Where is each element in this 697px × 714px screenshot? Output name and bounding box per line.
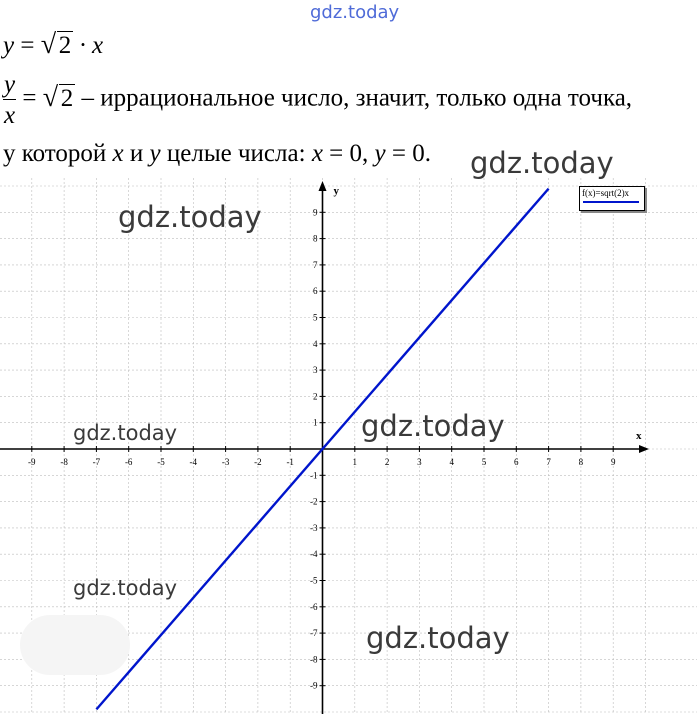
y-tick-label: 3 bbox=[313, 365, 318, 376]
y-axis-label: y bbox=[333, 185, 339, 197]
x-tick-label: 8 bbox=[578, 457, 584, 467]
y-tick-label: -3 bbox=[310, 522, 318, 533]
watermark-top: gdz.today bbox=[310, 2, 400, 23]
legend-label: f(x)=sqrt(2)x bbox=[582, 188, 630, 198]
text-part-b: и bbox=[129, 140, 144, 167]
formula-line-1 bbox=[3, 32, 103, 60]
times-x: · x bbox=[79, 32, 104, 59]
x-tick-label: 7 bbox=[546, 457, 551, 467]
text-part-c: целые числа: bbox=[166, 140, 306, 167]
y-tick-label: 2 bbox=[313, 391, 318, 402]
x-tick-label: 4 bbox=[449, 457, 454, 467]
x-axis-arrow bbox=[639, 445, 649, 453]
x-tick-label: 3 bbox=[417, 457, 422, 467]
radicand: 2 bbox=[60, 84, 74, 112]
watermark: gdz.today bbox=[361, 409, 505, 443]
y-tick-label: 9 bbox=[313, 207, 318, 218]
legend-swatch bbox=[583, 201, 639, 203]
y-tick-label: -5 bbox=[310, 575, 318, 586]
y-tick-label: 5 bbox=[313, 312, 318, 323]
x-tick-label: 9 bbox=[610, 457, 616, 467]
var-x-2: x bbox=[311, 140, 323, 167]
y-tick-label: -7 bbox=[310, 628, 318, 639]
sqrt-expression bbox=[43, 85, 76, 113]
radicand: 2 bbox=[58, 32, 72, 59]
y-tick-label: 4 bbox=[313, 338, 318, 349]
x-tick-label: -5 bbox=[157, 457, 165, 467]
y-tick-label: -4 bbox=[310, 549, 318, 560]
y-tick-label: -9 bbox=[310, 680, 318, 691]
x-tick-label: -4 bbox=[189, 457, 198, 467]
watermark: gdz.today bbox=[73, 576, 178, 600]
x-tick-label: -6 bbox=[124, 457, 133, 467]
x-tick-label: -1 bbox=[286, 457, 294, 467]
x-tick-label: -3 bbox=[221, 457, 230, 467]
formula-line-3 bbox=[3, 140, 431, 168]
var-x: x bbox=[112, 140, 124, 167]
watermark: gdz.today bbox=[470, 146, 614, 180]
x-axis-label: x bbox=[636, 430, 642, 442]
x-tick-label: 1 bbox=[352, 457, 358, 467]
y-tick-label: -8 bbox=[310, 654, 318, 665]
fraction-numerator: y bbox=[4, 71, 16, 98]
x-tick-label: -8 bbox=[60, 457, 68, 467]
x-tick-label: -9 bbox=[28, 457, 36, 467]
fraction-denominator: x bbox=[4, 102, 16, 129]
text-part-e: = 0. bbox=[391, 140, 431, 167]
watermark: gdz.today bbox=[366, 621, 510, 655]
y-tick-label: -1 bbox=[310, 470, 318, 481]
watermark: gdz.today bbox=[118, 200, 262, 234]
x-tick-label: 5 bbox=[481, 457, 487, 467]
x-tick-label: -7 bbox=[92, 457, 101, 467]
watermark-blob bbox=[20, 615, 130, 675]
chart-legend bbox=[579, 186, 645, 211]
equals-sign: = bbox=[20, 32, 35, 59]
equals-sign: = bbox=[22, 84, 37, 112]
text-part-d: = 0, bbox=[329, 140, 369, 167]
y-tick-label: 6 bbox=[313, 286, 318, 297]
explanation-text: – иррациональное число, значит, только одна точка, bbox=[81, 84, 633, 112]
fraction-y-over-x bbox=[3, 72, 16, 128]
y-tick-label: 1 bbox=[313, 417, 318, 428]
sqrt-expression bbox=[41, 32, 74, 60]
formula-line-2 bbox=[3, 72, 632, 128]
watermark: gdz.today bbox=[73, 421, 178, 445]
x-tick-label: 6 bbox=[514, 457, 519, 467]
text-part-a: у которой bbox=[3, 140, 107, 167]
y-tick-label: -6 bbox=[310, 601, 318, 612]
y-tick-label: -2 bbox=[310, 496, 318, 507]
x-tick-label: -2 bbox=[254, 457, 262, 467]
y-tick-label: 7 bbox=[313, 259, 318, 270]
x-tick-label: 2 bbox=[384, 457, 390, 467]
var-y: y bbox=[3, 32, 15, 59]
var-y: y bbox=[149, 140, 161, 167]
y-tick-label: 8 bbox=[313, 233, 318, 244]
var-y-2: y bbox=[374, 140, 386, 167]
